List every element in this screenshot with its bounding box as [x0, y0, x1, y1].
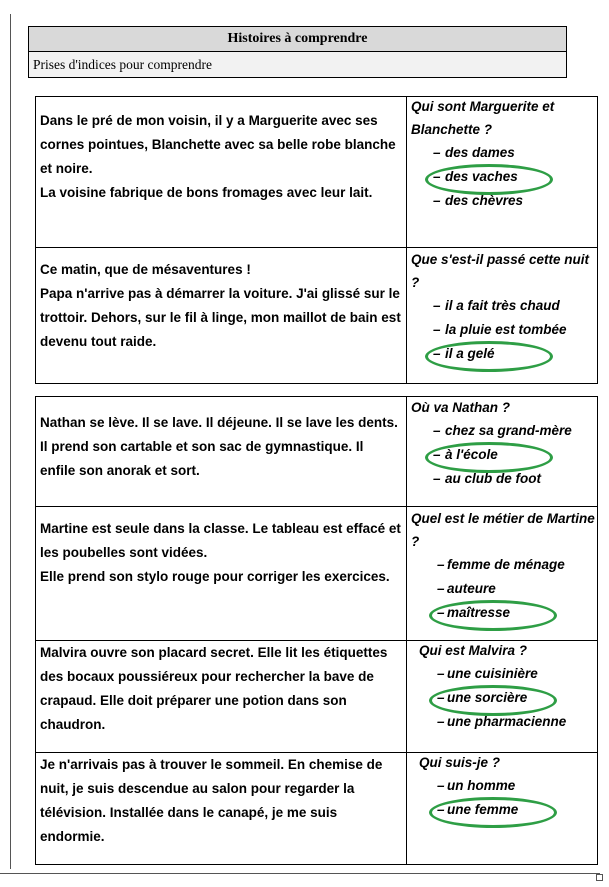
answer-option[interactable]: – des chèvres — [433, 193, 524, 208]
question-cell — [407, 753, 598, 865]
answer-option[interactable]: – auteure — [437, 581, 496, 596]
answer-option[interactable]: – il a fait très chaud — [433, 298, 560, 313]
page-border-left — [10, 14, 11, 869]
story-cell — [36, 641, 407, 753]
answer-option[interactable]: – femme de ménage — [437, 557, 565, 572]
answer-option[interactable]: – une pharmacienne — [437, 714, 567, 729]
story-cell — [36, 397, 407, 507]
story-text: Dans le pré de mon voisin, il y a Marguerite avec ses cornes pointues, Blanchette avec sa belle robe blanche et noire. La voisine fabrique de bons fromages avec leur lait. — [40, 113, 396, 200]
story-text: Malvira ouvre son placard secret. Elle lit les étiquettes des bocaux poussiéreux pour rechercher la bave de crapaud. Elle doit préparer une potion dans son chaudron. — [40, 645, 388, 732]
exercise-table-1 — [35, 96, 598, 384]
story-cell — [36, 507, 407, 641]
answer-options — [407, 419, 597, 491]
story-text: Ce matin, que de mésaventures ! Papa n'arrive pas à démarrer la voiture. J'ai glissé sur le trottoir. Dehors, sur le fil à linge, mon maillot de bain est devenu tout raide. — [40, 262, 401, 349]
story-cell — [36, 97, 407, 248]
worksheet-title: Histoires à comprendre — [29, 27, 566, 52]
answer-option-circled[interactable]: – maîtresse — [437, 601, 597, 625]
story-cell — [36, 248, 407, 384]
page-border-bottom — [0, 873, 600, 874]
story-text: Martine est seule dans la classe. Le tableau est effacé et les poubelles sont vidées. Elle prend son stylo rouge pour corriger les exercices. — [40, 521, 401, 584]
answer-options — [407, 553, 597, 625]
answer-option-circled[interactable]: – une femme — [437, 798, 597, 822]
question-cell — [407, 397, 598, 507]
question-text: Où va Nathan ? — [411, 400, 511, 415]
answer-option-circled[interactable]: – à l'école — [433, 443, 597, 467]
answer-options — [407, 662, 597, 734]
story-text: Nathan se lève. Il se lave. Il déjeune. Il se lave les dents. Il prend son cartable et son sac de gymnastique. Il enfile son anorak et sort. — [40, 415, 398, 478]
exercise-row — [36, 507, 598, 641]
question-text: Qui suis-je ? — [419, 755, 501, 770]
question-text: Qui sont Marguerite et Blanchette ? — [411, 99, 555, 137]
exercise-row — [36, 97, 598, 248]
worksheet-subtitle: Prises d'indices pour comprendre — [33, 57, 213, 72]
answer-options — [407, 141, 597, 213]
question-cell — [407, 248, 598, 384]
answer-option-circled[interactable]: – des vaches — [433, 165, 597, 189]
question-cell — [407, 507, 598, 641]
answer-option[interactable]: – au club de foot — [433, 471, 541, 486]
answer-option[interactable]: – un homme — [437, 778, 516, 793]
answer-option-circled[interactable]: – il a gelé — [433, 342, 597, 366]
answer-option[interactable]: – la pluie est tombée — [433, 322, 567, 337]
page-corner-marker — [596, 874, 603, 881]
answer-options — [407, 774, 597, 822]
answer-option[interactable]: – chez sa grand-mère — [433, 423, 572, 438]
story-text: Je n'arrivais pas à trouver le sommeil. En chemise de nuit, je suis descendue au salon pour regarder la télévision. Installée dans le canapé, je me suis endormie. — [40, 757, 383, 844]
question-text: Qui est Malvira ? — [419, 643, 528, 658]
answer-option-circled[interactable]: – une sorcière — [437, 686, 597, 710]
exercise-table-2 — [35, 396, 598, 865]
question-cell — [407, 97, 598, 248]
question-text: Que s'est-il passé cette nuit ? — [411, 252, 590, 290]
exercise-row — [36, 397, 598, 507]
story-cell — [36, 753, 407, 865]
exercise-row — [36, 641, 598, 753]
question-text: Quel est le métier de Martine ? — [411, 511, 595, 549]
answer-option[interactable]: – une cuisinière — [437, 666, 538, 681]
exercise-row — [36, 753, 598, 865]
answer-options — [407, 294, 597, 366]
question-cell — [407, 641, 598, 753]
answer-option[interactable]: – des dames — [433, 145, 515, 160]
worksheet-header — [28, 26, 567, 78]
exercise-row — [36, 248, 598, 384]
